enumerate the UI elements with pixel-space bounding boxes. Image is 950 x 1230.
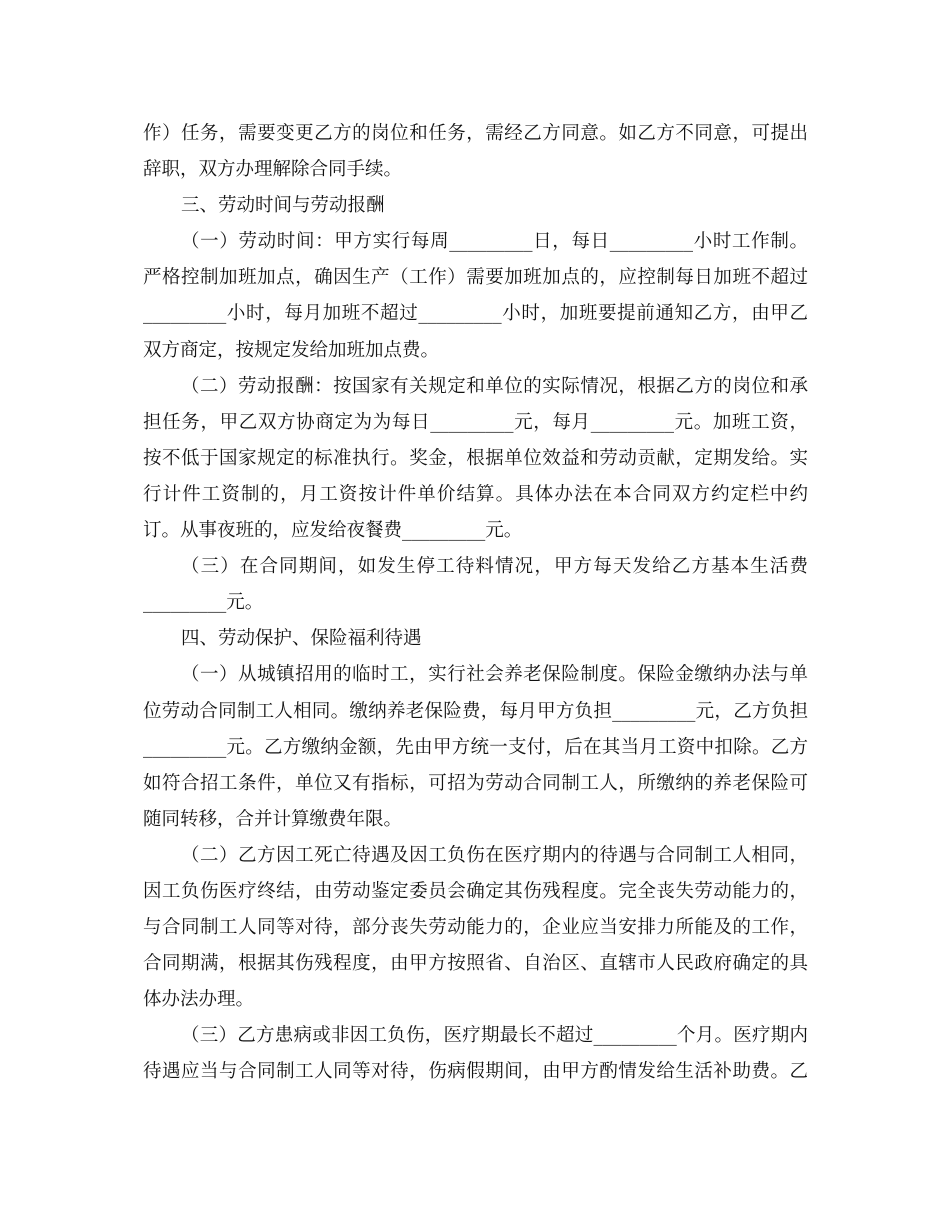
text-line: _________元。乙方缴纳金额，先由甲方统一支付，后在其当月工资中扣除。乙方 xyxy=(143,736,808,758)
text-line: 作）任务，需要变更乙方的岗位和任务，需经乙方同意。如乙方不同意，可提出 xyxy=(143,123,808,144)
text-line: （二）乙方因工死亡待遇及因工负伤在医疗期内的待遇与合同制工人相同， xyxy=(181,844,808,866)
paragraph-work-hours xyxy=(143,224,808,368)
text-line: 位劳动合同制工人相同。缴纳养老保险费，每月甲方负担_________元，乙方负担 xyxy=(143,700,808,722)
paragraph-work-injury xyxy=(143,838,808,1018)
section-heading-text: 三、劳动时间与劳动报酬 xyxy=(181,195,385,217)
text-line: 随同转移，合并计算缴费年限。 xyxy=(143,808,403,830)
text-line: （二）劳动报酬：按国家有关规定和单位的实际情况，根据乙方的岗位和承 xyxy=(181,375,808,397)
text-line: （一）从城镇招用的临时工，实行社会养老保险制度。保险金缴纳办法与单 xyxy=(181,664,808,686)
paragraph-remuneration xyxy=(143,369,808,549)
section-heading-text: 四、劳动保护、保险福利待遇 xyxy=(181,628,422,650)
text-line: 行计件工资制的，月工资按计件单价结算。具体办法在本合同双方约定栏中约 xyxy=(143,483,808,505)
text-line: _________元。 xyxy=(143,592,264,614)
text-line: 合同期满，根据其伤残程度，由甲方按照省、自治区、直辖市人民政府确定的具 xyxy=(143,953,808,975)
text-line: 如符合招工条件，单位又有指标，可招为劳动合同制工人，所缴纳的养老保险可 xyxy=(143,772,808,794)
text-line: 待遇应当与合同制工人同等对待，伤病假期间，由甲方酌情发给生活补助费。乙 xyxy=(143,1061,808,1083)
text-line: 订。从事夜班的，应发给夜餐费_________元。 xyxy=(143,520,523,542)
text-line: _________小时，每月加班不超过_________小时，加班要提前通知乙方，由甲乙 xyxy=(143,303,808,325)
text-line: 按不低于国家规定的标准执行。奖金，根据单位效益和劳动贡献，定期发给。实 xyxy=(143,447,808,469)
paragraph-illness xyxy=(143,1018,808,1090)
paragraph-work-stoppage xyxy=(143,549,808,621)
document-body xyxy=(143,116,808,1091)
text-line: （一）劳动时间：甲方实行每周_________日，每日_________小时工作制。 xyxy=(181,231,808,253)
text-line: 辞职，双方办理解除合同手续。 xyxy=(143,159,403,181)
text-line: 因工负伤医疗终结，由劳动鉴定委员会确定其伤残程度。完全丧失劳动能力的， xyxy=(143,880,808,902)
section-heading-4 xyxy=(143,621,808,657)
text-line: 与合同制工人同等对待，部分丧失劳动能力的，企业应当安排力所能及的工作， xyxy=(143,917,808,939)
text-line: 担任务，甲乙双方协商定为为每日_________元，每月_________元。加班工资， xyxy=(143,411,808,433)
text-line: 双方商定，按规定发给加班加点费。 xyxy=(143,339,440,361)
section-heading-3 xyxy=(143,188,808,224)
paragraph-continuation xyxy=(143,116,808,188)
text-line: 体办法办理。 xyxy=(143,989,255,1011)
paragraph-pension-insurance xyxy=(143,657,808,837)
text-line: 严格控制加班加点，确因生产（工作）需要加班加点的，应控制每日加班不超过 xyxy=(143,267,808,289)
text-line: （三）乙方患病或非因工负伤，医疗期最长不超过_________个月。医疗期内 xyxy=(181,1025,808,1047)
text-line: （三）在合同期间，如发生停工待料情况，甲方每天发给乙方基本生活费 xyxy=(181,556,808,578)
